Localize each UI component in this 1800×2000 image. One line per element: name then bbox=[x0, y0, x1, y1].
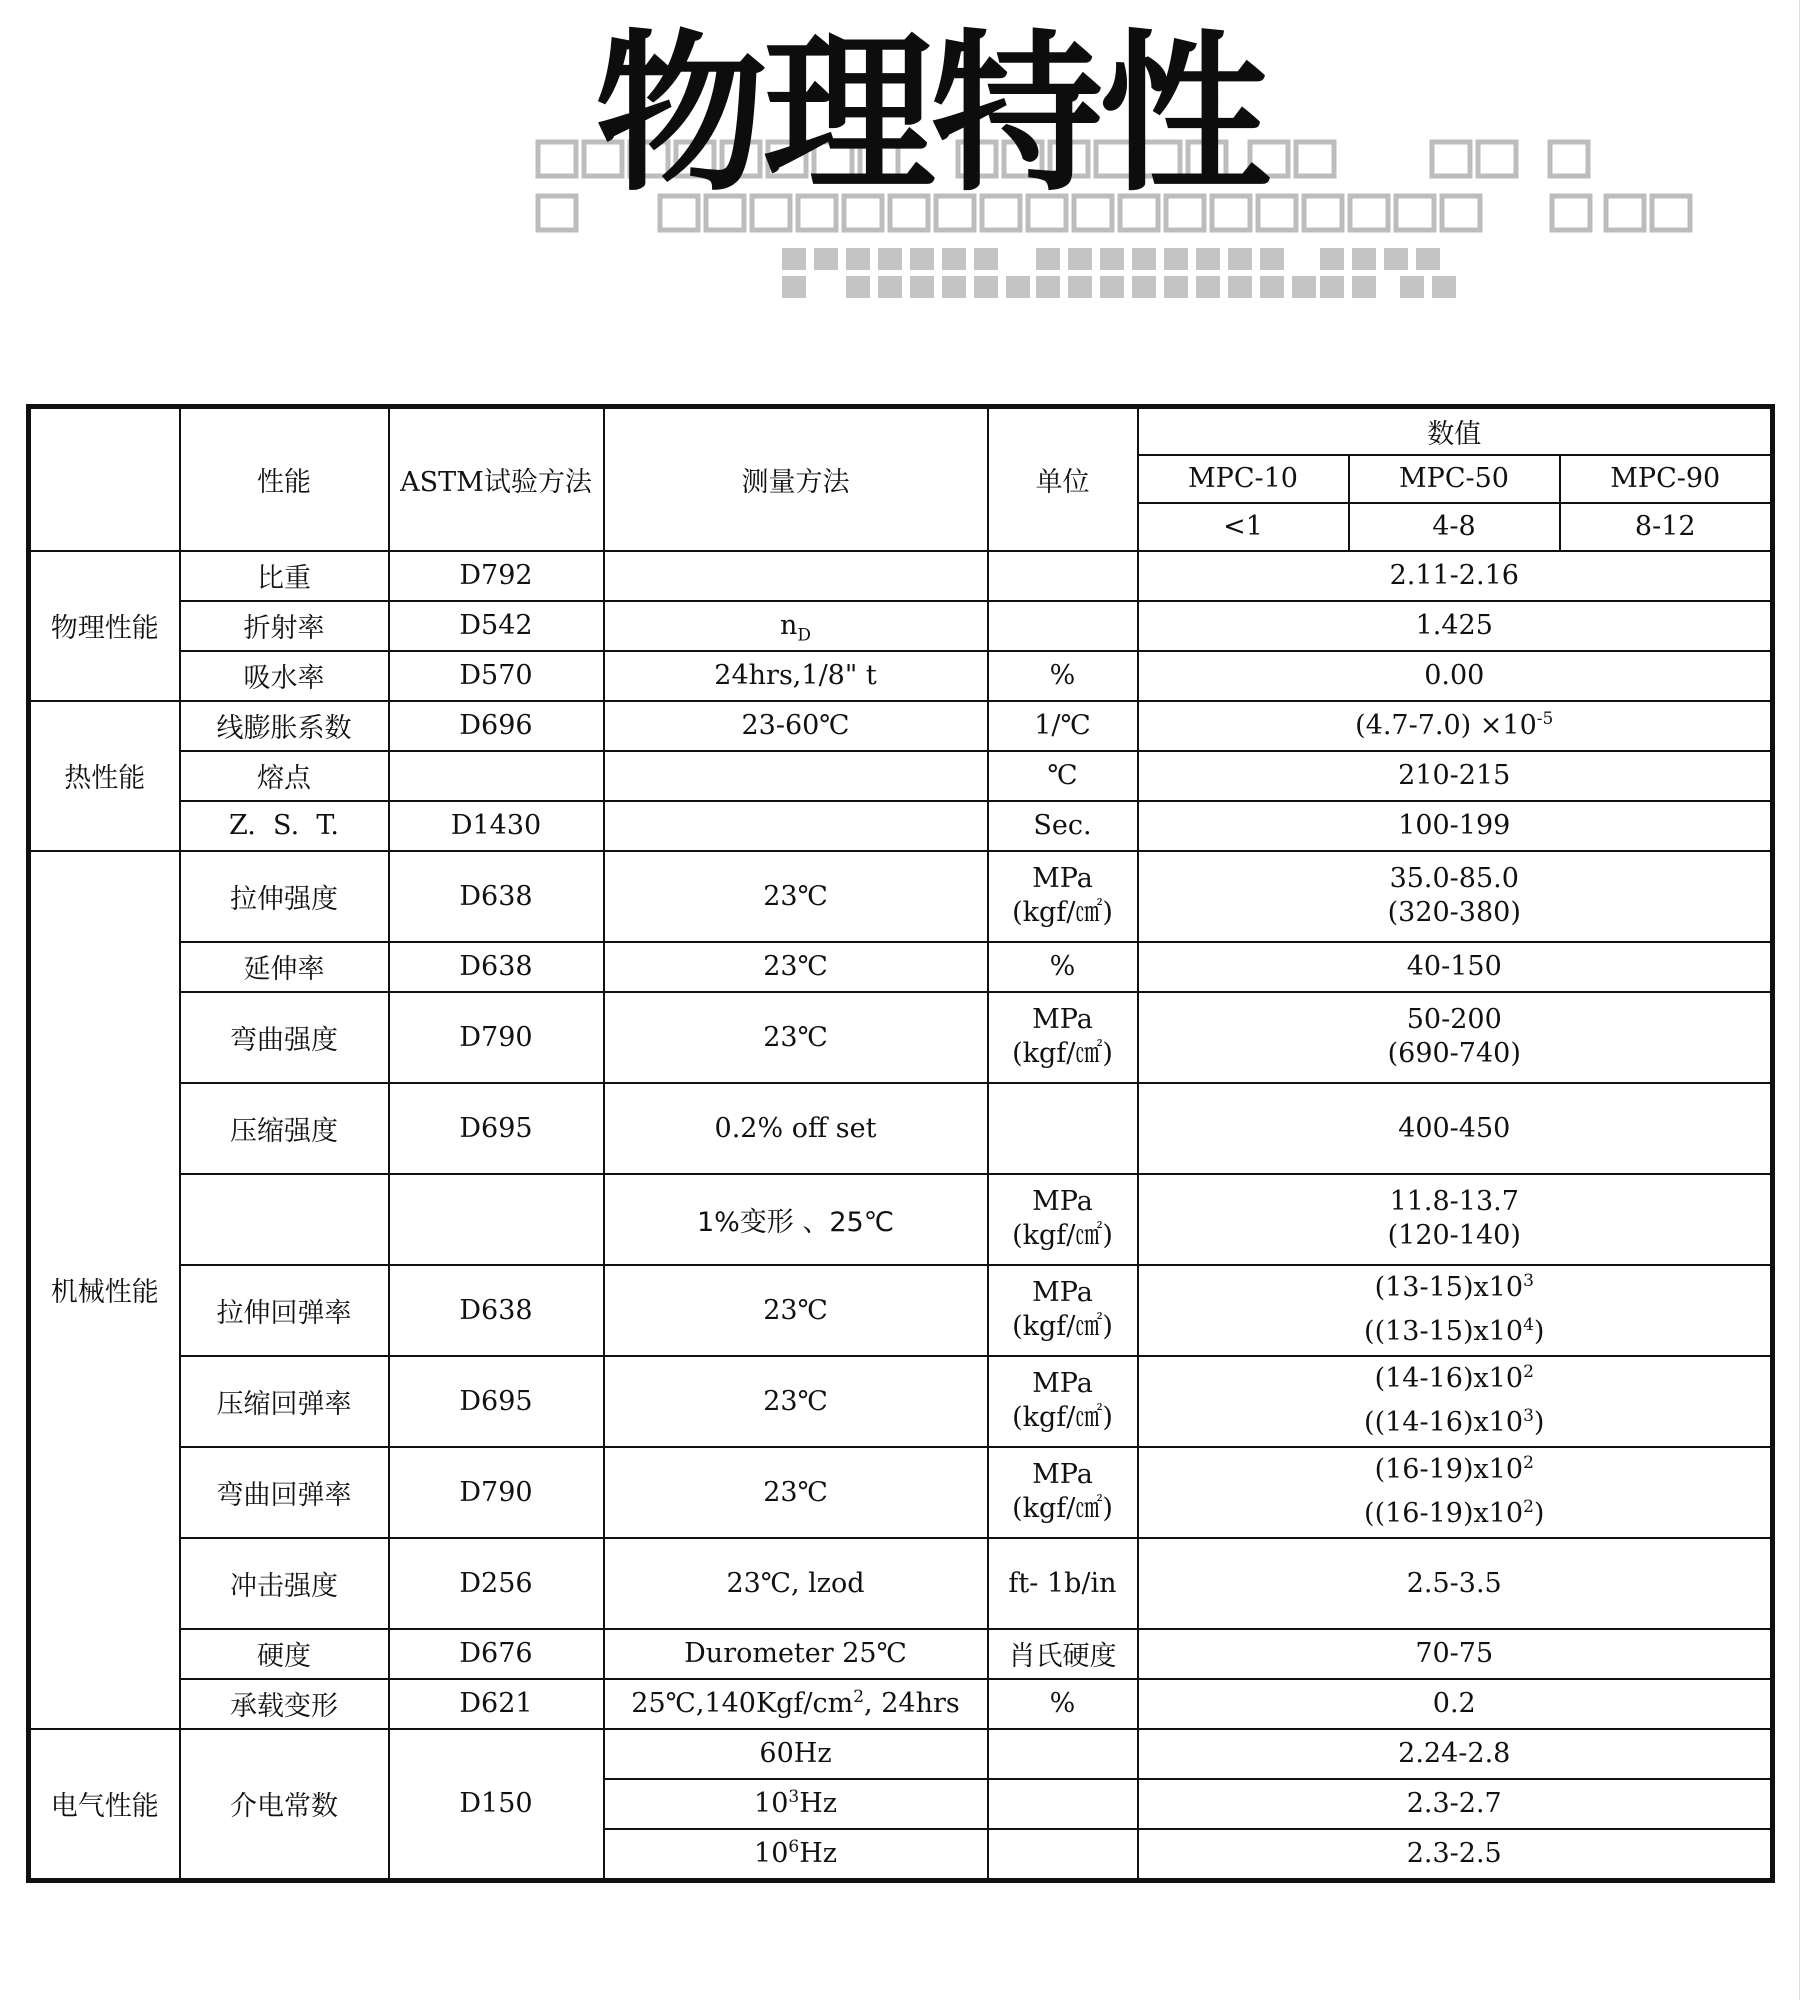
grade-sub-1: <1 bbox=[1138, 503, 1349, 551]
method-cell: 60Hz bbox=[604, 1729, 988, 1779]
method-cell: 23-60℃ bbox=[604, 701, 988, 751]
value-superscript: 3 bbox=[1523, 1406, 1534, 1426]
value-cell: 100-199 bbox=[1138, 801, 1773, 851]
unit-line: (kgf/㎠) bbox=[1012, 1038, 1113, 1069]
method-cell: 23℃, lzod bbox=[604, 1538, 988, 1629]
value-line bbox=[1141, 1492, 1769, 1536]
astm-cell: D542 bbox=[389, 601, 604, 651]
value-line bbox=[1141, 1448, 1769, 1492]
astm-cell: D570 bbox=[389, 651, 604, 701]
unit-line: (kgf/㎠) bbox=[1012, 897, 1113, 928]
table-row bbox=[29, 601, 1773, 651]
table-row bbox=[29, 1679, 1773, 1729]
property-cell: 吸水率 bbox=[180, 651, 389, 701]
method-text: 10 bbox=[754, 1838, 789, 1869]
value-line: (320-380) bbox=[1387, 897, 1521, 928]
method-cell: 23℃ bbox=[604, 1265, 988, 1356]
unit-cell: ℃ bbox=[988, 751, 1138, 801]
unit-line: (kgf/㎠) bbox=[1012, 1493, 1113, 1524]
table-row bbox=[29, 1083, 1773, 1174]
table-row bbox=[29, 1265, 1773, 1356]
astm-cell: D621 bbox=[389, 1679, 604, 1729]
method-text: Hz bbox=[799, 1838, 837, 1869]
value-text: ((14-16)x10 bbox=[1364, 1407, 1524, 1438]
property-cell: 弯曲回弹率 bbox=[180, 1447, 389, 1538]
value-cell bbox=[1138, 1265, 1773, 1356]
unit-cell bbox=[988, 601, 1138, 651]
astm-cell: D695 bbox=[389, 1083, 604, 1174]
unit-cell bbox=[988, 1265, 1138, 1356]
unit-cell: % bbox=[988, 942, 1138, 992]
value-cell: 0.00 bbox=[1138, 651, 1773, 701]
unit-line: MPa bbox=[1032, 1459, 1093, 1490]
value-cell: 1.425 bbox=[1138, 601, 1773, 651]
value-line: 35.0-85.0 bbox=[1389, 863, 1519, 894]
table-row bbox=[29, 1356, 1773, 1447]
method-superscript: 2 bbox=[853, 1687, 865, 1707]
method-cell: 23℃ bbox=[604, 1447, 988, 1538]
property-cell: 介电常数 bbox=[180, 1729, 389, 1881]
value-cell: 2.5-3.5 bbox=[1138, 1538, 1773, 1629]
property-cell: 压缩回弹率 bbox=[180, 1356, 389, 1447]
property-cell: Z. S. T. bbox=[180, 801, 389, 851]
unit-cell bbox=[988, 1083, 1138, 1174]
header-unit: 单位 bbox=[988, 407, 1138, 551]
table-row bbox=[29, 1447, 1773, 1538]
header-property: 性能 bbox=[180, 407, 389, 551]
header-astm: ASTM试验方法 bbox=[389, 407, 604, 551]
value-superscript: 4 bbox=[1523, 1315, 1534, 1335]
astm-cell: D676 bbox=[389, 1629, 604, 1679]
method-cell: 0.2% off set bbox=[604, 1083, 988, 1174]
value-line: (120-140) bbox=[1387, 1220, 1521, 1251]
method-superscript: 6 bbox=[788, 1837, 800, 1857]
method-cell bbox=[604, 1829, 988, 1881]
method-cell bbox=[604, 1679, 988, 1729]
value-text: ((13-15)x10 bbox=[1364, 1316, 1524, 1347]
value-cell: 40-150 bbox=[1138, 942, 1773, 992]
header-value: 数值 bbox=[1138, 407, 1773, 455]
method-cell: 24hrs,1/8" t bbox=[604, 651, 988, 701]
method-cell: 23℃ bbox=[604, 851, 988, 942]
unit-line: (kgf/㎠) bbox=[1012, 1311, 1113, 1342]
value-cell: 70-75 bbox=[1138, 1629, 1773, 1679]
value-cell bbox=[1138, 1447, 1773, 1538]
value-line: 11.8-13.7 bbox=[1389, 1186, 1519, 1217]
method-cell: 23℃ bbox=[604, 1356, 988, 1447]
method-cell bbox=[604, 601, 988, 651]
value-line: (690-740) bbox=[1387, 1038, 1521, 1069]
value-cell: 2.11-2.16 bbox=[1138, 551, 1773, 601]
table-row bbox=[29, 651, 1773, 701]
method-text: n bbox=[779, 610, 798, 641]
value-cell: 2.24-2.8 bbox=[1138, 1729, 1773, 1779]
unit-line: MPa bbox=[1032, 1368, 1093, 1399]
table-row bbox=[29, 1629, 1773, 1679]
value-cell: 400-450 bbox=[1138, 1083, 1773, 1174]
unit-cell bbox=[988, 1729, 1138, 1779]
unit-cell bbox=[988, 1447, 1138, 1538]
property-cell: 拉伸强度 bbox=[180, 851, 389, 942]
unit-cell: % bbox=[988, 1679, 1138, 1729]
unit-cell: 1/℃ bbox=[988, 701, 1138, 751]
astm-cell: D695 bbox=[389, 1356, 604, 1447]
astm-cell: D790 bbox=[389, 1447, 604, 1538]
property-table bbox=[26, 404, 1775, 1883]
astm-cell: D1430 bbox=[389, 801, 604, 851]
value-superscript: 2 bbox=[1523, 1497, 1534, 1517]
property-cell bbox=[180, 1174, 389, 1265]
header-method: 测量方法 bbox=[604, 407, 988, 551]
unit-cell: Sec. bbox=[988, 801, 1138, 851]
unit-line: MPa bbox=[1032, 1004, 1093, 1035]
value-superscript: 2 bbox=[1523, 1453, 1534, 1473]
value-text: ) bbox=[1533, 1498, 1545, 1529]
astm-cell: D150 bbox=[389, 1729, 604, 1881]
method-cell: 23℃ bbox=[604, 992, 988, 1083]
grade-mpc-10: MPC-10 bbox=[1138, 455, 1349, 503]
table-row bbox=[29, 1729, 1773, 1779]
grade-sub-2: 4-8 bbox=[1349, 503, 1560, 551]
grade-mpc-50: MPC-50 bbox=[1349, 455, 1560, 503]
unit-cell: ft- 1b/in bbox=[988, 1538, 1138, 1629]
value-text: (16-19)x10 bbox=[1374, 1454, 1524, 1485]
property-cell: 拉伸回弹率 bbox=[180, 1265, 389, 1356]
astm-cell: D638 bbox=[389, 851, 604, 942]
astm-cell bbox=[389, 1174, 604, 1265]
header-row bbox=[29, 407, 1773, 455]
unit-cell: % bbox=[988, 651, 1138, 701]
table-row bbox=[29, 992, 1773, 1083]
method-cell bbox=[604, 551, 988, 601]
unit-line: MPa bbox=[1032, 1186, 1093, 1217]
table-row bbox=[29, 751, 1773, 801]
group-thermal: 热性能 bbox=[29, 701, 180, 851]
astm-cell: D790 bbox=[389, 992, 604, 1083]
value-cell bbox=[1138, 992, 1773, 1083]
value-text: (14-16)x10 bbox=[1374, 1363, 1524, 1394]
unit-cell: 肖氏硬度 bbox=[988, 1629, 1138, 1679]
property-cell: 压缩强度 bbox=[180, 1083, 389, 1174]
astm-cell bbox=[389, 751, 604, 801]
value-text: (4.7-7.0) ×10 bbox=[1355, 710, 1537, 741]
method-cell: Durometer 25℃ bbox=[604, 1629, 988, 1679]
grade-mpc-90: MPC-90 bbox=[1560, 455, 1773, 503]
value-cell: 2.3-2.7 bbox=[1138, 1779, 1773, 1829]
group-mechanical: 机械性能 bbox=[29, 851, 180, 1729]
table-row bbox=[29, 701, 1773, 751]
unit-cell bbox=[988, 1174, 1138, 1265]
group-physical: 物理性能 bbox=[29, 551, 180, 701]
group-electrical: 电气性能 bbox=[29, 1729, 180, 1881]
value-line bbox=[1141, 1401, 1769, 1445]
value-cell bbox=[1138, 851, 1773, 942]
value-cell bbox=[1138, 1174, 1773, 1265]
value-cell bbox=[1138, 701, 1773, 751]
value-cell: 210-215 bbox=[1138, 751, 1773, 801]
unit-line: (kgf/㎠) bbox=[1012, 1402, 1113, 1433]
value-text: ) bbox=[1533, 1407, 1545, 1438]
astm-cell: D792 bbox=[389, 551, 604, 601]
table-row bbox=[29, 1174, 1773, 1265]
property-cell: 延伸率 bbox=[180, 942, 389, 992]
property-cell: 弯曲强度 bbox=[180, 992, 389, 1083]
property-cell: 折射率 bbox=[180, 601, 389, 651]
value-cell: 0.2 bbox=[1138, 1679, 1773, 1729]
header-group-cell bbox=[29, 407, 180, 551]
method-text: , 24hrs bbox=[864, 1688, 960, 1719]
property-cell: 线膨胀系数 bbox=[180, 701, 389, 751]
property-cell: 冲击强度 bbox=[180, 1538, 389, 1629]
unit-cell bbox=[988, 1356, 1138, 1447]
value-superscript: 2 bbox=[1523, 1362, 1534, 1382]
table-row bbox=[29, 1538, 1773, 1629]
method-cell bbox=[604, 751, 988, 801]
unit-cell bbox=[988, 992, 1138, 1083]
value-line bbox=[1141, 1357, 1769, 1401]
method-cell: 23℃ bbox=[604, 942, 988, 992]
property-cell: 硬度 bbox=[180, 1629, 389, 1679]
value-line bbox=[1141, 1310, 1769, 1354]
method-cell: 1%变形 、25℃ bbox=[604, 1174, 988, 1265]
method-text: 10 bbox=[754, 1788, 789, 1819]
table-row bbox=[29, 942, 1773, 992]
property-cell: 比重 bbox=[180, 551, 389, 601]
value-text: (13-15)x10 bbox=[1374, 1272, 1524, 1303]
property-cell: 承载变形 bbox=[180, 1679, 389, 1729]
astm-cell: D256 bbox=[389, 1538, 604, 1629]
astm-cell: D696 bbox=[389, 701, 604, 751]
page-title: 物理特性 bbox=[595, 14, 1267, 215]
astm-cell: D638 bbox=[389, 942, 604, 992]
astm-cell: D638 bbox=[389, 1265, 604, 1356]
value-text: ((16-19)x10 bbox=[1364, 1498, 1524, 1529]
method-text: 25℃,140Kgf/cm bbox=[631, 1688, 854, 1719]
unit-line: MPa bbox=[1032, 863, 1093, 894]
method-superscript: 3 bbox=[788, 1787, 800, 1807]
value-text: ) bbox=[1533, 1316, 1545, 1347]
property-cell: 熔点 bbox=[180, 751, 389, 801]
method-text: Hz bbox=[799, 1788, 837, 1819]
method-subscript: D bbox=[797, 625, 812, 646]
unit-cell bbox=[988, 1779, 1138, 1829]
value-line bbox=[1141, 1266, 1769, 1310]
unit-line: MPa bbox=[1032, 1277, 1093, 1308]
method-cell bbox=[604, 1779, 988, 1829]
table-row bbox=[29, 551, 1773, 601]
unit-cell bbox=[988, 1829, 1138, 1881]
value-line: 50-200 bbox=[1406, 1004, 1502, 1035]
value-cell: 2.3-2.5 bbox=[1138, 1829, 1773, 1881]
value-superscript: 3 bbox=[1523, 1271, 1534, 1291]
method-cell bbox=[604, 801, 988, 851]
grade-sub-3: 8-12 bbox=[1560, 503, 1773, 551]
value-superscript: -5 bbox=[1536, 709, 1554, 729]
table-row bbox=[29, 801, 1773, 851]
value-cell bbox=[1138, 1356, 1773, 1447]
unit-cell bbox=[988, 851, 1138, 942]
table-row bbox=[29, 851, 1773, 942]
unit-line: (kgf/㎠) bbox=[1012, 1220, 1113, 1251]
unit-cell bbox=[988, 551, 1138, 601]
